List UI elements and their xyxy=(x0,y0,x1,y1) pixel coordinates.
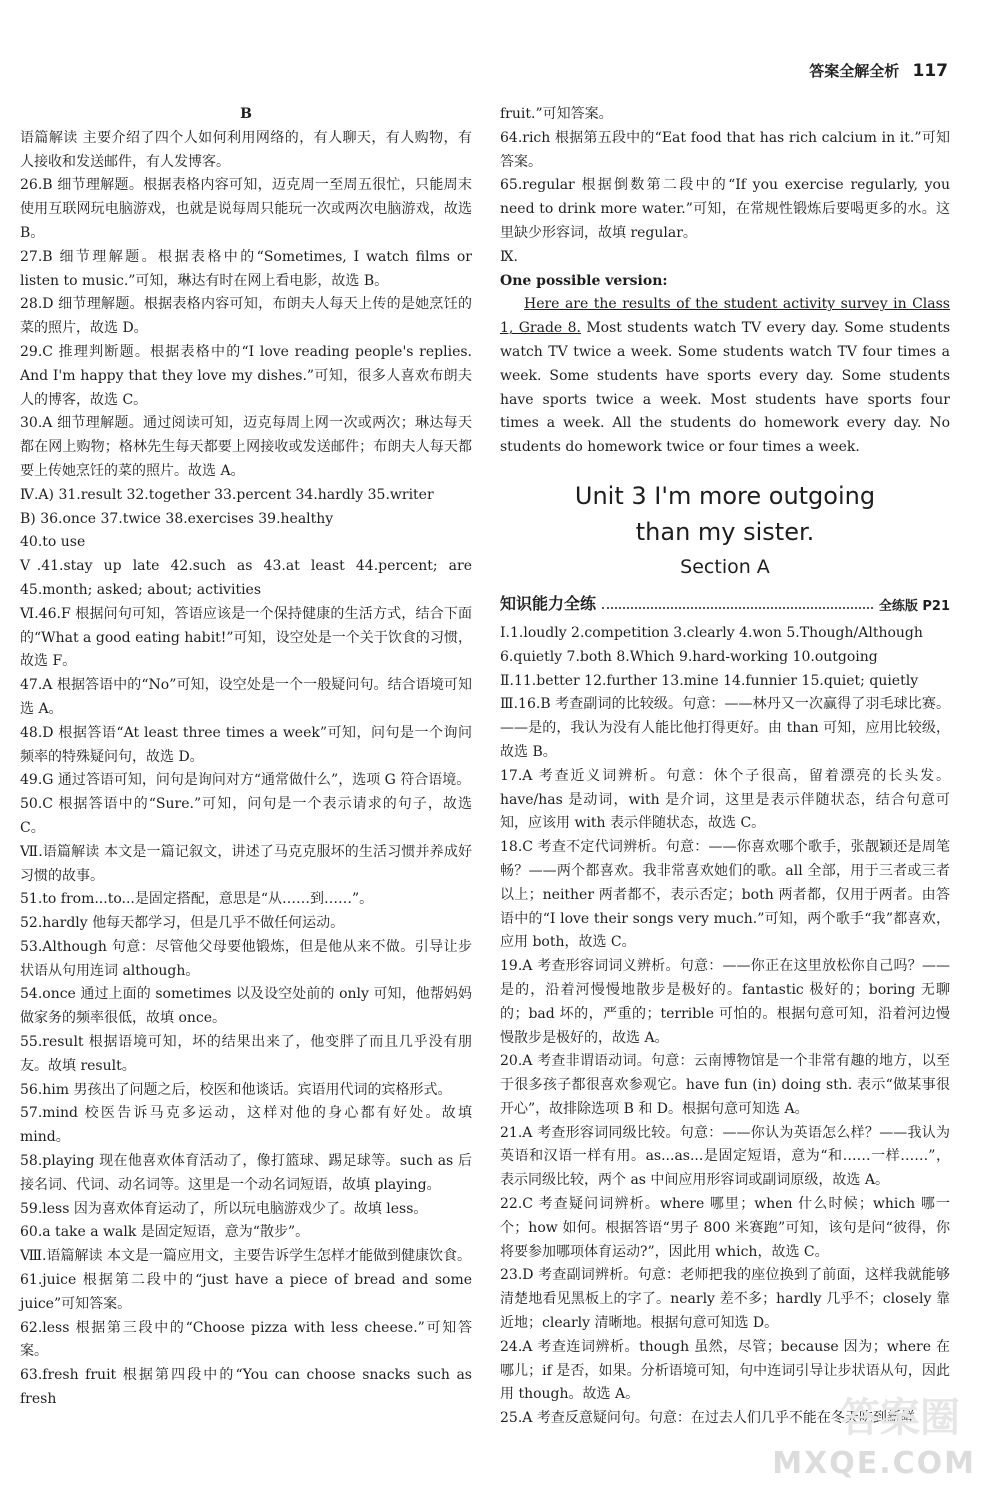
watermark-logo: 答案圈 xyxy=(840,1395,960,1441)
practice-reference: 全练版 P21 xyxy=(878,598,950,614)
answer-paragraph: Ⅴ.41.stay up late 42.such as 43.at least 44.percent; are 45.month; asked; about; activities xyxy=(20,558,472,598)
answer-paragraph: 22.C 考查疑问词辨析。where 哪里；when 什么时候；which 哪一个；how 如何。根据答语“男子 800 米赛跑”可知，该句是问“彼得，你将要参加哪项体育运动?”，因此用 which，故选 C。 xyxy=(500,1196,950,1260)
answer-paragraph: 65.regular 根据倒数第二段中的“If you exercise regularly, you need to drink more water.”可知，在常规性锻炼后要喝更多的水。这里缺少形容词，故填 regular。 xyxy=(500,177,950,241)
page-number: 117 xyxy=(912,61,948,81)
answer-paragraph: 23.D 考查副词辨析。句意：老师把我的座位换到了前面，这样我就能够清楚地看见黑板上的字了。nearly 差不多；hardly 几乎不；closely 靠近地；clearly 清晰地。根据句意可知选 D。 xyxy=(500,1267,950,1332)
unit-title-line-1: Unit 3 I'm more outgoing xyxy=(574,481,876,510)
left-column xyxy=(20,103,472,1412)
answer-paragraph: 21.A 考查形容词同级比较。句意：——你认为英语怎么样？——我认为英语和汉语一样有用。as...as...是固定短语，意为“和……一样……”，表示同级比较，两个 as 中间应用形容词或副词原级，故选 A。 xyxy=(500,1124,950,1189)
answer-paragraph: 47.A 根据答语中的“No”可知，设空处是一个一般疑问句。结合语境可知选 A。 xyxy=(20,677,472,717)
watermark-text: MXQE.COM xyxy=(772,1446,976,1481)
answer-paragraph: 25.A 考查反意疑问句。句意：在过去人们几乎不能在冬天吃到新鲜 xyxy=(500,1410,915,1427)
answer-paragraph: 57.mind 校医告诉马克多运动，这样对他的身心都有好处。故填 mind。 xyxy=(20,1105,472,1146)
answer-paragraph: 6.quietly 7.both 8.Which 9.hard-working 10.outgoing xyxy=(500,648,878,665)
answer-paragraph: 40.to use xyxy=(20,534,86,551)
practice-title: 知识能力全练 xyxy=(500,593,597,613)
answer-paragraph: 19.A 考查形容词词义辨析。句意：——你正在这里放松你自己吗？——是的，沿着河慢慢地散步是极好的。fantastic 极好的；boring 无聊的；bad 坏的，严重的；terrible 可怕的。根据句意可知，沿着河边慢慢散步是极好的，故选 A。 xyxy=(500,958,950,1046)
answer-paragraph: B) 36.once 37.twice 38.exercises 39.healthy xyxy=(20,510,334,527)
answer-paragraph: 24.A 考查连词辨析。though 虽然，尽管；because 因为；where 在哪儿；if 是否，如果。分析语境可知，句中连词引导让步状语从句，因此用 though。故选 A。 xyxy=(500,1338,950,1403)
dotted-leader xyxy=(602,607,873,609)
answer-paragraph: Ⅳ.A) 31.result 32.together 33.percent 34.hardly 35.writer xyxy=(20,486,434,503)
page-header xyxy=(0,60,948,86)
answer-paragraph: 58.playing 现在他喜欢体育活动了，像打篮球、踢足球等。such as 后接名词、代词、动名词等。这里是一个动名词短语，故填 playing。 xyxy=(20,1153,472,1193)
answer-paragraph: 语篇解读 主要介绍了四个人如何利用网络的，有人聊天，有人购物，有人接收和发送邮件，有人发博客。 xyxy=(20,129,472,170)
answer-paragraph: 49.G 通过答语可知，问句是询问对方“通常做什么”，选项 G 符合语境。 xyxy=(20,772,471,789)
essay-first-sentence: Here are the results of the student activity survey in Class 1, Grade 8. xyxy=(500,296,950,337)
answer-paragraph: 56.him 男孩出了问题之后，校医和他谈话。宾语用代词的宾格形式。 xyxy=(20,1081,452,1098)
answer-paragraph: 55.result 根据语境可知，坏的结果出来了，他变胖了而且几乎没有朋友。故填 result。 xyxy=(20,1034,472,1074)
answer-paragraph: 29.C 推理判断题。根据表格中的“I love reading people's replies. And I'm happy that they love my dishes.”可知，很多人喜欢布朗夫人的博客，故选 C。 xyxy=(20,343,472,408)
answer-paragraph: 52.hardly 他每天都学习，但是几乎不做任何运动。 xyxy=(20,915,345,932)
answer-paragraph: Ⅷ.语篇解读 本文是一篇应用文，主要告诉学生怎样才能做到健康饮食。 xyxy=(20,1248,471,1265)
essay-body: Most students watch TV every day. Some students watch TV twice a week. Some students watch TV four times a week. Some students have sports every day. Some students have sports twice a week. Most students have sports four times a week. All the students do homework every day. No students do homework twice or four times a week. xyxy=(500,320,951,456)
answer-paragraph: 62.less 根据第三段中的“Choose pizza with less cheese.”可知答案。 xyxy=(20,1319,472,1360)
answer-paragraph: 59.less 因为喜欢体育运动了，所以玩电脑游戏少了。故填 less。 xyxy=(20,1200,428,1217)
answer-paragraph: 54.once 通过上面的 sometimes 以及设空处前的 only 可知，他帮妈妈做家务的频率很低，故填 once。 xyxy=(20,986,472,1027)
answer-paragraph: 17.A 考查近义词辨析。句意：休个子很高，留着漂亮的长头发。have/has 是动词，with 是介词，这里是表示伴随状态，结合句意可知，应该用 with 表示伴随状态，故选 C。 xyxy=(500,767,950,832)
answer-paragraph: fruit.”可知答案。 xyxy=(500,106,613,122)
answer-paragraph: Ⅰ.1.loudly 2.competition 3.clearly 4.won 5.Though/Although xyxy=(500,624,923,641)
answer-paragraph: 50.C 根据答语中的“Sure.”可知，问句是一个表示请求的句子，故选 C。 xyxy=(20,796,472,836)
sample-essay xyxy=(500,293,950,460)
right-column xyxy=(500,103,950,1431)
practice-ribbon xyxy=(500,588,950,614)
section-marker: Ⅸ. xyxy=(500,248,518,265)
answer-paragraph: 27.B 细节理解题。根据表格中的“Sometimes, I watch films or listen to music.”可知，琳达有时在网上看电影，故选 B。 xyxy=(20,248,472,289)
unit-title-line-2: than my sister. xyxy=(635,517,815,546)
answer-paragraph: 18.C 考查不定代词辨析。句意：——你喜欢哪个歌手，张靓颖还是周笔畅？——两个都喜欢。我非常喜欢她们的歌。all 全部，用于三者或三者以上；neither 两者都不，表示否定；both 两者都，仅用于两者。由答语中的“I love their songs very much.”可知，两个歌手“我”都喜欢，应用 both，故选 C。 xyxy=(500,839,950,951)
answer-paragraph: 28.D 细节理解题。根据表格内容可知，布朗夫人每天上传的是她烹饪的菜的照片，故选 D。 xyxy=(20,296,472,337)
section-title: Section A xyxy=(680,555,770,578)
answer-paragraph: 30.A 细节理解题。通过阅读可知，迈克每周上网一次或两次；琳达每天都在网上购物；格林先生每天都要上网接收或发送邮件；布朗夫人每天都要上传她烹饪的菜的照片。故选 A。 xyxy=(20,415,472,479)
answer-paragraph: 20.A 考查非谓语动词。句意：云南博物馆是一个非常有趣的地方，以至于很多孩子都很喜欢参观它。have fun (in) doing sth. 表示“做某事很开心”，故排除选项 B 和 D。根据句意可知选 A。 xyxy=(500,1053,950,1117)
answer-paragraph: 26.B 细节理解题。根据表格内容可知，迈克周一至周五很忙，只能周末使用互联网玩电脑游戏，也就是说每周只能玩一次或两次电脑游戏，故选 B。 xyxy=(20,177,472,241)
unit-title xyxy=(500,478,950,550)
header-section-title: 答案全解全析 xyxy=(809,62,900,80)
answer-paragraph: Ⅱ.11.better 12.further 13.mine 14.funnier 15.quiet; quietly xyxy=(500,672,919,689)
answer-paragraph: 48.D 根据答语“At least three times a week”可知，问句是一个询问频率的特殊疑问句，故选 D。 xyxy=(20,724,472,765)
answer-paragraph: 64.rich 根据第五段中的“Eat food that has rich calcium in it.”可知答案。 xyxy=(500,129,950,170)
answer-paragraph: 63.fresh fruit 根据第四段中的“You can choose snacks such as fresh xyxy=(20,1367,472,1408)
answer-paragraph: 60.a take a walk 是固定短语，意为“散步”。 xyxy=(20,1224,310,1241)
answer-paragraph: Ⅲ.16.B 考查副词的比较级。句意：——林丹又一次赢得了羽毛球比赛。——是的，我认为没有人能比他打得更好。由 than 可知，应用比较级，故选 B。 xyxy=(500,696,950,760)
answer-paragraph: 53.Although 句意：尽管他父母要他锻炼，但是他从来不做。引导让步状语从句用连词 although。 xyxy=(20,938,472,979)
passage-label: B xyxy=(240,106,252,122)
answer-paragraph: 61.juice 根据第二段中的“just have a piece of bread and some juice”可知答案。 xyxy=(20,1272,472,1312)
answer-paragraph: Ⅵ.46.F 根据问句可知，答语应该是一个保持健康的生活方式，结合下面的“What a good eating habit!”可知，设空处是一个关于饮食的习惯，故选 F。 xyxy=(20,605,472,670)
answer-paragraph: 51.to from...to...是固定搭配，意思是“从……到……”。 xyxy=(20,891,374,908)
version-label: One possible version: xyxy=(500,272,668,289)
answer-paragraph: Ⅶ.语篇解读 本文是一篇记叙文，讲述了马克克服坏的生活习惯并养成好习惯的故事。 xyxy=(20,843,472,884)
